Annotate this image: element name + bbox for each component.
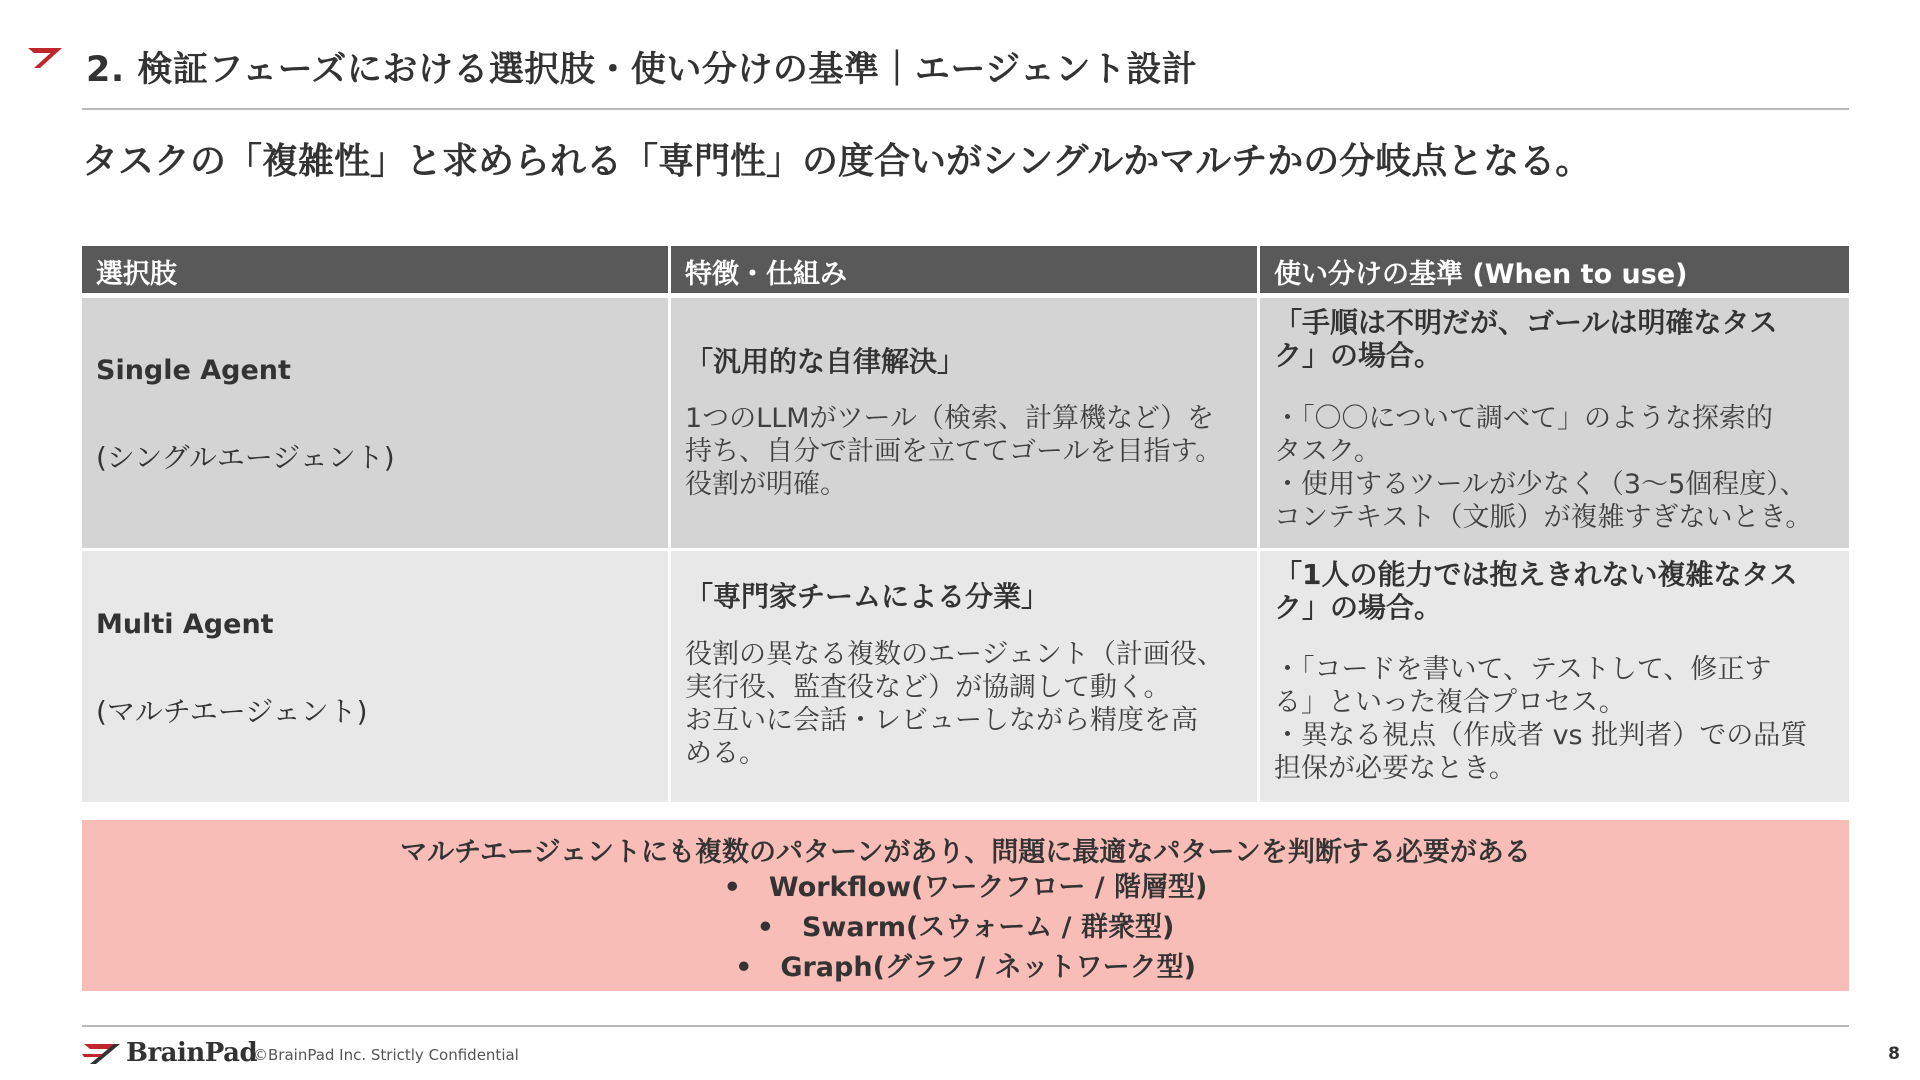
feature-line: お互いに会話・レビューしながら精度を高	[685, 705, 1198, 736]
comparison-table	[82, 246, 1849, 802]
brainpad-mark-icon	[82, 1038, 124, 1068]
lead-message: タスクの「複雑性」と求められる「専門性」の度合いがシングルかマルチかの分岐点となる。	[82, 141, 1592, 182]
pattern-callout	[82, 820, 1849, 991]
logo-text: BrainPad	[126, 1038, 258, 1068]
pattern-label: Workflow(ワークフロー / 階層型)	[768, 872, 1208, 903]
title-divider	[82, 108, 1849, 110]
criteria-cell	[1260, 298, 1849, 548]
feature-cell	[671, 298, 1260, 548]
criteria-line: ・「コードを書いて、テストして、修正す	[1274, 654, 1772, 685]
criteria-cell	[1260, 551, 1849, 802]
feature-line: 1つのLLMがツール（検索、計算機など）を	[685, 403, 1215, 434]
pattern-intro: マルチエージェントにも複数のパターンがあり、問題に最適なパターンを判断する必要がある	[400, 837, 1531, 868]
bullet: •	[723, 872, 741, 903]
criteria-heading	[1274, 558, 1834, 624]
pattern-label: Graph(グラフ / ネットワーク型)	[780, 952, 1196, 983]
list-item	[82, 948, 1849, 988]
list-item	[82, 908, 1849, 948]
brainpad-logo-icon	[82, 1038, 257, 1068]
table-row-multi-agent	[82, 548, 1849, 802]
copyright-notice: ©BrainPad Inc. Strictly Confidential	[253, 1046, 519, 1064]
criteria-heading-line: 「1人の能力では抱えきれない複雑なタス	[1274, 558, 1798, 591]
column-header-feature: 特徴・仕組み	[671, 246, 1260, 293]
footer-divider	[82, 1025, 1849, 1027]
criteria-description	[1274, 402, 1844, 534]
option-subtitle: (マルチエージェント)	[96, 695, 368, 728]
brainpad-mark-icon	[28, 44, 68, 72]
list-item	[82, 868, 1849, 908]
bullet: •	[756, 912, 774, 943]
feature-line: 役割が明確。	[685, 469, 847, 500]
feature-heading: 「汎用的な自律解決」	[685, 345, 966, 378]
table-header-row	[82, 246, 1849, 293]
feature-heading: 「専門家チームによる分業」	[685, 580, 1050, 613]
option-cell	[82, 551, 671, 802]
table-row-single-agent	[82, 298, 1849, 548]
criteria-line: ・「〇〇について調べて」のような探索的	[1274, 403, 1773, 434]
option-subtitle: (シングルエージェント)	[96, 441, 395, 474]
criteria-heading-line: ク」の場合。	[1274, 591, 1443, 624]
criteria-heading-line: ク」の場合。	[1274, 339, 1443, 372]
feature-line: 役割の異なる複数のエージェント（計画役、	[685, 639, 1224, 670]
column-header-option: 選択肢	[82, 246, 671, 293]
feature-description	[685, 402, 1255, 501]
pattern-label: Swarm(スウォーム / 群衆型)	[801, 912, 1175, 943]
criteria-line: 担保が必要なとき。	[1274, 753, 1516, 784]
criteria-line: コンテキスト（文脈）が複雑すぎないとき。	[1274, 502, 1813, 533]
feature-line: 実行役、監査役など）が協調して動く。	[685, 672, 1171, 703]
criteria-heading-line: 「手順は不明だが、ゴールは明確なタス	[1274, 306, 1778, 339]
criteria-line: ・使用するツールが少なく（3〜5個程度）、	[1274, 469, 1807, 500]
slide-title: 2. 検証フェーズにおける選択肢・使い分けの基準｜エージェント設計	[86, 50, 1198, 90]
criteria-line: ・異なる視点（作成者 vs 批判者）での品質	[1274, 720, 1808, 751]
criteria-line: タスク。	[1274, 436, 1381, 467]
column-header-criteria: 使い分けの基準 (When to use)	[1274, 259, 1688, 290]
criteria-line: る」といった複合プロセス。	[1274, 687, 1626, 718]
option-cell	[82, 298, 671, 548]
pattern-list	[82, 868, 1849, 988]
page-number: 8	[1888, 1044, 1900, 1064]
feature-cell	[671, 551, 1260, 802]
feature-line: 持ち、自分で計画を立ててゴールを目指す。	[685, 436, 1223, 467]
option-name: Single Agent	[96, 355, 291, 386]
bullet: •	[735, 952, 753, 983]
criteria-description	[1274, 653, 1844, 785]
feature-description	[685, 638, 1255, 770]
option-name: Multi Agent	[96, 609, 274, 640]
criteria-heading	[1274, 306, 1834, 372]
feature-line: める。	[685, 738, 766, 769]
